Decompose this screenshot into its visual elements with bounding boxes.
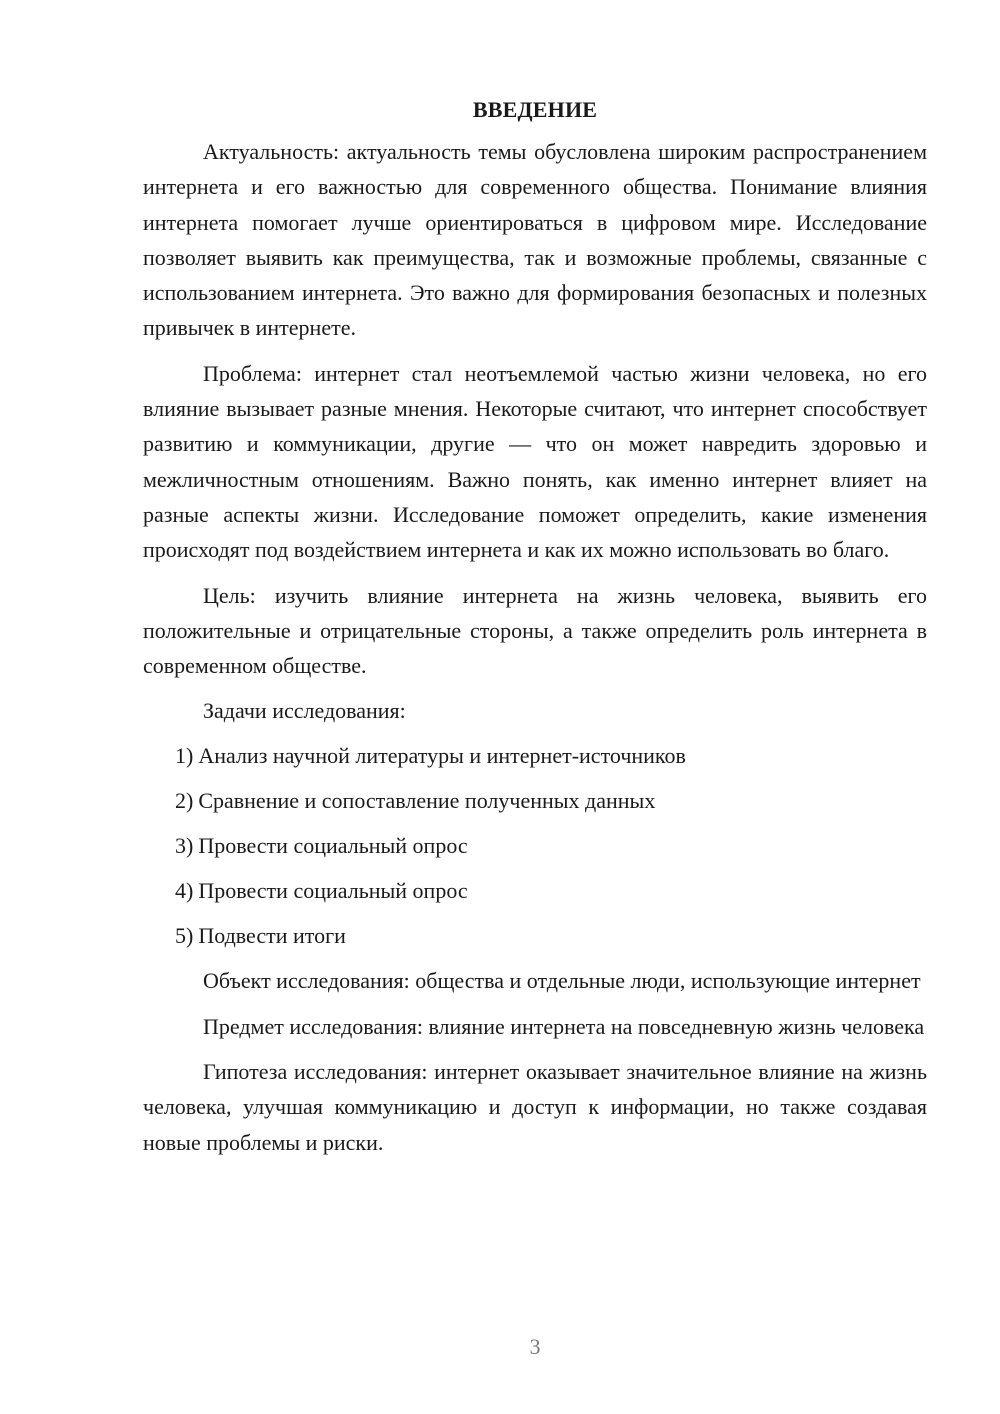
task-text: Провести социальный опрос (198, 833, 468, 859)
subject-paragraph: Предмет исследования: влияние интернета на повседневную жизнь человека (203, 1013, 925, 1039)
task-text: Подвести итоги (198, 923, 346, 949)
relevance-paragraph: Актуальность: актуальность темы обусловлена широким распространением интернета и его важностью для современного общества. Понимание влияния интернета помогает лучше ориентироваться в цифровом мире. Исследование позволяет выявить как преимущества, так и возможные проблемы, связанные с использованием интернета. Это важно для формирования безопасных и полезных привычек в интернете. (143, 139, 927, 341)
page-number: 3 (529, 1334, 541, 1359)
task-number: 3) (175, 833, 194, 859)
task-text: Сравнение и сопоставление полученных данных (198, 788, 656, 814)
page-content (143, 92, 927, 1160)
list-item (143, 918, 927, 953)
task-text: Провести социальный опрос (198, 878, 468, 904)
task-number: 4) (175, 878, 194, 904)
list-item (143, 828, 927, 863)
list-item (143, 783, 927, 818)
list-item (143, 873, 927, 908)
task-number: 1) (175, 743, 194, 769)
hypothesis-paragraph: Гипотеза исследования: интернет оказывает значительное влияние на жизнь человека, улучшая коммуникацию и доступ к информации, но также создавая новые проблемы и риски. (143, 1059, 927, 1155)
task-list (143, 738, 927, 953)
task-number: 5) (175, 923, 194, 949)
page-title: ВВЕДЕНИЕ (472, 97, 598, 122)
tasks-heading: Задачи исследования: (203, 698, 406, 724)
task-number: 2) (175, 788, 194, 814)
problem-paragraph: Проблема: интернет стал неотъемлемой частью жизни человека, но его влияние вызывает разные мнения. Некоторые считают, что интернет способствует развитию и коммуникации, другие — что он может навредить здоровью и межличностным отношениям. Важно понять, как именно интернет влияет на разные аспекты жизни. Исследование поможет определить, какие изменения происходят под воздействием интернета и как их можно использовать во благо. (143, 360, 927, 563)
object-paragraph: Объект исследования: общества и отдельные люди, использующие интернет (203, 968, 921, 994)
list-item (143, 738, 927, 773)
goal-paragraph: Цель: изучить влияние интернета на жизнь человека, выявить его положительные и отрицательные стороны, а также определить роль интернета в современном обществе. (143, 582, 927, 679)
task-text: Анализ научной литературы и интернет-источников (198, 743, 686, 769)
